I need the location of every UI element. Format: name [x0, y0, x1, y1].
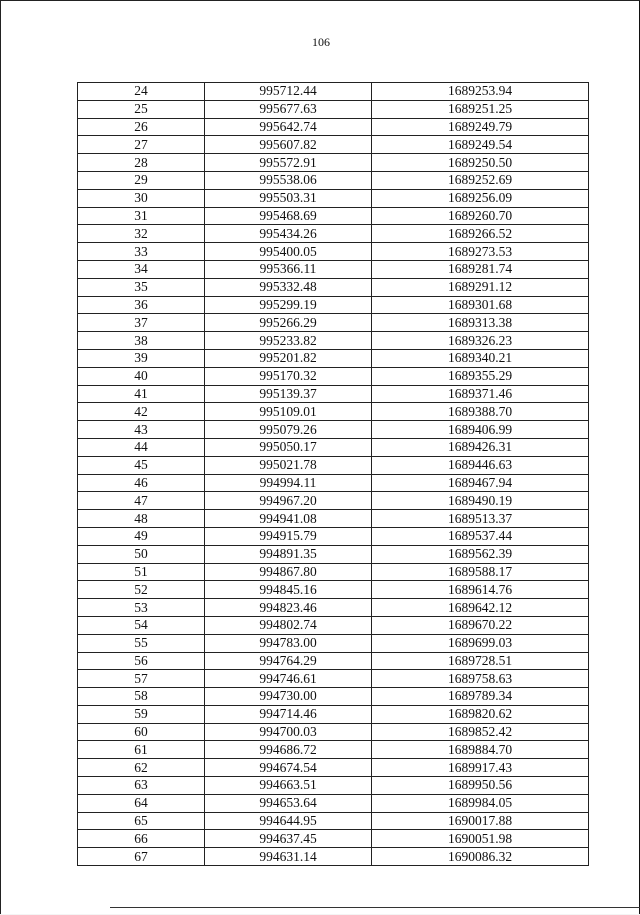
x-coordinate-cell: 995642.74 [205, 118, 372, 136]
x-coordinate-cell: 994891.35 [205, 545, 372, 563]
table-row [78, 207, 589, 225]
point-number-cell: 37 [78, 314, 205, 332]
table-row [78, 794, 589, 812]
point-number-cell: 58 [78, 688, 205, 706]
point-number-cell: 59 [78, 705, 205, 723]
y-coordinate-cell: 1689642.12 [372, 599, 589, 617]
y-coordinate-cell: 1689388.70 [372, 403, 589, 421]
point-number-cell: 32 [78, 225, 205, 243]
y-coordinate-cell: 1689281.74 [372, 260, 589, 278]
table-row [78, 456, 589, 474]
point-number-cell: 53 [78, 599, 205, 617]
table-row [78, 438, 589, 456]
table-row [78, 670, 589, 688]
point-number-cell: 34 [78, 260, 205, 278]
y-coordinate-cell: 1689250.50 [372, 154, 589, 172]
y-coordinate-cell: 1689820.62 [372, 705, 589, 723]
y-coordinate-cell: 1689260.70 [372, 207, 589, 225]
point-number-cell: 48 [78, 510, 205, 528]
x-coordinate-cell: 994783.00 [205, 634, 372, 652]
point-number-cell: 25 [78, 100, 205, 118]
y-coordinate-cell: 1689588.17 [372, 563, 589, 581]
x-coordinate-cell: 995201.82 [205, 349, 372, 367]
table-row [78, 154, 589, 172]
x-coordinate-cell: 994967.20 [205, 492, 372, 510]
table-row [78, 118, 589, 136]
point-number-cell: 54 [78, 616, 205, 634]
table-row [78, 421, 589, 439]
y-coordinate-cell: 1689249.79 [372, 118, 589, 136]
point-number-cell: 65 [78, 812, 205, 830]
point-number-cell: 24 [78, 83, 205, 101]
table-row [78, 527, 589, 545]
table-row [78, 100, 589, 118]
y-coordinate-cell: 1689884.70 [372, 741, 589, 759]
table-row [78, 260, 589, 278]
y-coordinate-cell: 1690051.98 [372, 830, 589, 848]
y-coordinate-cell: 1689371.46 [372, 385, 589, 403]
x-coordinate-cell: 995299.19 [205, 296, 372, 314]
point-number-cell: 47 [78, 492, 205, 510]
y-coordinate-cell: 1690086.32 [372, 848, 589, 866]
coordinates-table [77, 82, 589, 866]
point-number-cell: 31 [78, 207, 205, 225]
y-coordinate-cell: 1689513.37 [372, 510, 589, 528]
y-coordinate-cell: 1689313.38 [372, 314, 589, 332]
table-row [78, 741, 589, 759]
x-coordinate-cell: 994686.72 [205, 741, 372, 759]
point-number-cell: 57 [78, 670, 205, 688]
point-number-cell: 35 [78, 278, 205, 296]
table-row [78, 385, 589, 403]
x-coordinate-cell: 995400.05 [205, 243, 372, 261]
y-coordinate-cell: 1689614.76 [372, 581, 589, 599]
table-row [78, 243, 589, 261]
x-coordinate-cell: 994644.95 [205, 812, 372, 830]
x-coordinate-cell: 994714.46 [205, 705, 372, 723]
y-coordinate-cell: 1689446.63 [372, 456, 589, 474]
x-coordinate-cell: 995050.17 [205, 438, 372, 456]
x-coordinate-cell: 995572.91 [205, 154, 372, 172]
x-coordinate-cell: 994845.16 [205, 581, 372, 599]
y-coordinate-cell: 1689467.94 [372, 474, 589, 492]
y-coordinate-cell: 1689249.54 [372, 136, 589, 154]
x-coordinate-cell: 995139.37 [205, 385, 372, 403]
y-coordinate-cell: 1689699.03 [372, 634, 589, 652]
table-row [78, 563, 589, 581]
point-number-cell: 49 [78, 527, 205, 545]
table-row [78, 278, 589, 296]
table-row [78, 367, 589, 385]
table-row [78, 777, 589, 795]
table-row [78, 599, 589, 617]
x-coordinate-cell: 995332.48 [205, 278, 372, 296]
table-row [78, 848, 589, 866]
x-coordinate-cell: 995468.69 [205, 207, 372, 225]
point-number-cell: 27 [78, 136, 205, 154]
table-row [78, 510, 589, 528]
point-number-cell: 42 [78, 403, 205, 421]
table-row [78, 83, 589, 101]
x-coordinate-cell: 995712.44 [205, 83, 372, 101]
point-number-cell: 40 [78, 367, 205, 385]
table-row [78, 349, 589, 367]
x-coordinate-cell: 994631.14 [205, 848, 372, 866]
table-row [78, 296, 589, 314]
table-row [78, 581, 589, 599]
x-coordinate-cell: 994823.46 [205, 599, 372, 617]
y-coordinate-cell: 1689562.39 [372, 545, 589, 563]
y-coordinate-cell: 1689340.21 [372, 349, 589, 367]
point-number-cell: 62 [78, 759, 205, 777]
y-coordinate-cell: 1689490.19 [372, 492, 589, 510]
x-coordinate-cell: 994674.54 [205, 759, 372, 777]
point-number-cell: 63 [78, 777, 205, 795]
x-coordinate-cell: 995021.78 [205, 456, 372, 474]
table-row [78, 830, 589, 848]
point-number-cell: 60 [78, 723, 205, 741]
y-coordinate-cell: 1689728.51 [372, 652, 589, 670]
x-coordinate-cell: 994867.80 [205, 563, 372, 581]
y-coordinate-cell: 1689266.52 [372, 225, 589, 243]
x-coordinate-cell: 994746.61 [205, 670, 372, 688]
x-coordinate-cell: 995109.01 [205, 403, 372, 421]
point-number-cell: 41 [78, 385, 205, 403]
table-row [78, 314, 589, 332]
y-coordinate-cell: 1689406.99 [372, 421, 589, 439]
point-number-cell: 64 [78, 794, 205, 812]
table-row [78, 189, 589, 207]
table-row [78, 492, 589, 510]
y-coordinate-cell: 1689950.56 [372, 777, 589, 795]
page-number: 106 [312, 35, 330, 49]
y-coordinate-cell: 1689355.29 [372, 367, 589, 385]
table-row [78, 759, 589, 777]
table-row [78, 136, 589, 154]
y-coordinate-cell: 1689670.22 [372, 616, 589, 634]
table-row [78, 652, 589, 670]
table-row [78, 332, 589, 350]
point-number-cell: 45 [78, 456, 205, 474]
point-number-cell: 28 [78, 154, 205, 172]
point-number-cell: 51 [78, 563, 205, 581]
point-number-cell: 29 [78, 171, 205, 189]
table-row [78, 545, 589, 563]
table-row [78, 171, 589, 189]
point-number-cell: 46 [78, 474, 205, 492]
x-coordinate-cell: 995434.26 [205, 225, 372, 243]
point-number-cell: 33 [78, 243, 205, 261]
table-row [78, 403, 589, 421]
table-row [78, 723, 589, 741]
y-coordinate-cell: 1689984.05 [372, 794, 589, 812]
point-number-cell: 52 [78, 581, 205, 599]
table-row [78, 688, 589, 706]
point-number-cell: 55 [78, 634, 205, 652]
x-coordinate-cell: 995079.26 [205, 421, 372, 439]
table-row [78, 705, 589, 723]
x-coordinate-cell: 994637.45 [205, 830, 372, 848]
x-coordinate-cell: 995503.31 [205, 189, 372, 207]
point-number-cell: 36 [78, 296, 205, 314]
y-coordinate-cell: 1689252.69 [372, 171, 589, 189]
point-number-cell: 61 [78, 741, 205, 759]
y-coordinate-cell: 1689256.09 [372, 189, 589, 207]
x-coordinate-cell: 994764.29 [205, 652, 372, 670]
y-coordinate-cell: 1689273.53 [372, 243, 589, 261]
point-number-cell: 56 [78, 652, 205, 670]
y-coordinate-cell: 1689253.94 [372, 83, 589, 101]
x-coordinate-cell: 995677.63 [205, 100, 372, 118]
y-coordinate-cell: 1689789.34 [372, 688, 589, 706]
x-coordinate-cell: 994802.74 [205, 616, 372, 634]
point-number-cell: 44 [78, 438, 205, 456]
y-coordinate-cell: 1689852.42 [372, 723, 589, 741]
point-number-cell: 26 [78, 118, 205, 136]
x-coordinate-cell: 995266.29 [205, 314, 372, 332]
table-row [78, 225, 589, 243]
x-coordinate-cell: 994994.11 [205, 474, 372, 492]
table-row [78, 616, 589, 634]
table-row [78, 634, 589, 652]
y-coordinate-cell: 1689291.12 [372, 278, 589, 296]
x-coordinate-cell: 994915.79 [205, 527, 372, 545]
y-coordinate-cell: 1690017.88 [372, 812, 589, 830]
y-coordinate-cell: 1689917.43 [372, 759, 589, 777]
x-coordinate-cell: 994653.64 [205, 794, 372, 812]
x-coordinate-cell: 995607.82 [205, 136, 372, 154]
y-coordinate-cell: 1689758.63 [372, 670, 589, 688]
x-coordinate-cell: 995170.32 [205, 367, 372, 385]
y-coordinate-cell: 1689326.23 [372, 332, 589, 350]
bottom-rule [110, 907, 640, 908]
x-coordinate-cell: 994730.00 [205, 688, 372, 706]
coordinates-table-body [78, 83, 589, 866]
point-number-cell: 43 [78, 421, 205, 439]
x-coordinate-cell: 995538.06 [205, 171, 372, 189]
point-number-cell: 66 [78, 830, 205, 848]
table-row [78, 812, 589, 830]
point-number-cell: 67 [78, 848, 205, 866]
x-coordinate-cell: 994663.51 [205, 777, 372, 795]
y-coordinate-cell: 1689426.31 [372, 438, 589, 456]
point-number-cell: 39 [78, 349, 205, 367]
x-coordinate-cell: 995233.82 [205, 332, 372, 350]
point-number-cell: 38 [78, 332, 205, 350]
point-number-cell: 50 [78, 545, 205, 563]
y-coordinate-cell: 1689301.68 [372, 296, 589, 314]
x-coordinate-cell: 994700.03 [205, 723, 372, 741]
y-coordinate-cell: 1689537.44 [372, 527, 589, 545]
x-coordinate-cell: 995366.11 [205, 260, 372, 278]
y-coordinate-cell: 1689251.25 [372, 100, 589, 118]
x-coordinate-cell: 994941.08 [205, 510, 372, 528]
table-row [78, 474, 589, 492]
point-number-cell: 30 [78, 189, 205, 207]
